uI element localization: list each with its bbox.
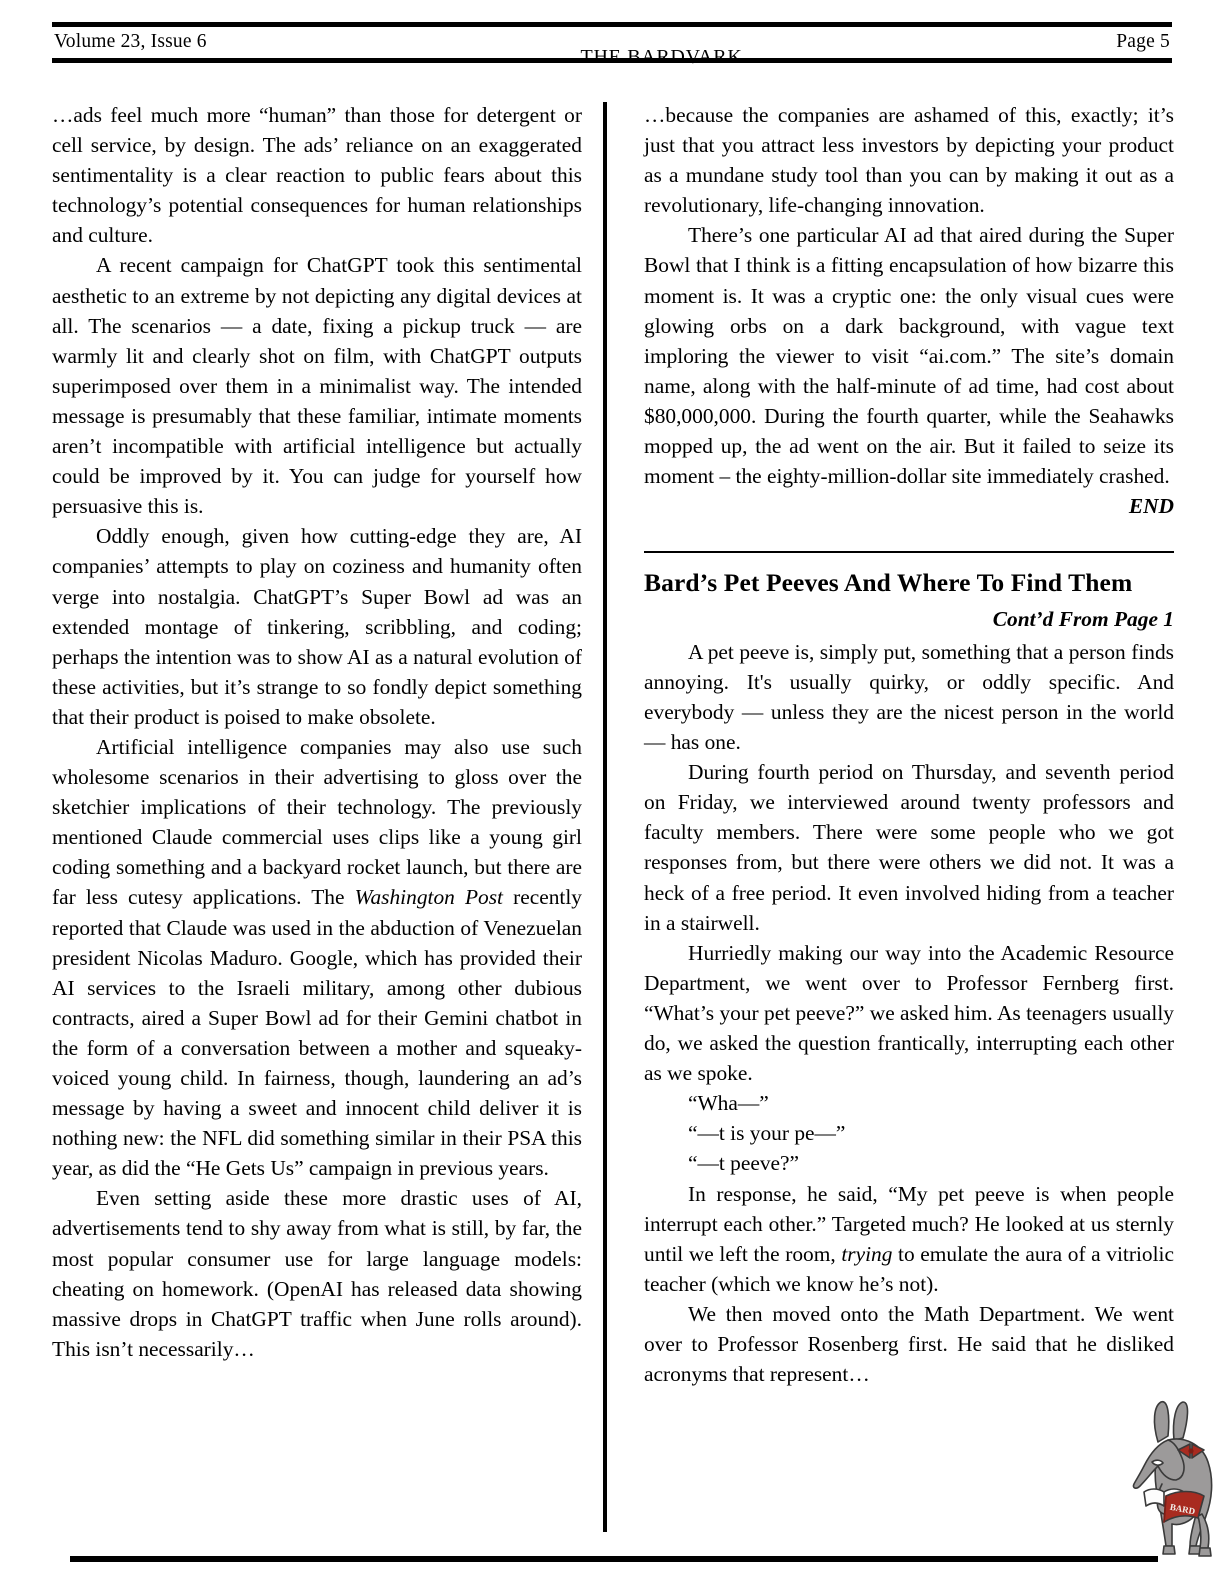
left-column	[52, 100, 582, 1364]
masthead-page-number: Page 5	[1116, 31, 1170, 52]
masthead-title: THE BARDVARK	[580, 46, 743, 68]
paragraph-text-part: recently reported that Claude was used in the abduction of Venezuelan president Nicolas Maduro. Google, which has provided their AI services to the Israeli military, among other dubious contracts, aired a Super Bowl ad for their Gemini chatbot in the form of a conversation between a mother and squeaky-voiced young child. In fairness, though, laundering an ad’s message by having a sweet and innocent child deliver it is nothing new: the NFL did something similar in their PSA this year, as did the “He Gets Us” campaign in previous years.	[52, 885, 582, 1181]
paragraph: Oddly enough, given how cutting-edge they are, AI companies’ attempts to play on coziness and humanity often verge into nostalgia. ChatGPT’s Super Bowl ad was an extended montage of tinkering, scribbling, and coding; perhaps the intention was to show AI as a natural evolution of these activities, but it’s strange to so fondly depict something that their product is poised to make obsolete.	[52, 524, 582, 729]
paragraph: Hurriedly making our way into the Academic Resource Department, we went over to Professor Fernberg first. “What’s your pet peeve?” we asked him. As teenagers usually do, we asked the question frantically, interrupting each other as we spoke.	[644, 940, 1174, 1086]
paragraph-with-italic	[644, 1179, 1174, 1299]
paragraph: During fourth period on Thursday, and seventh period on Friday, we interviewed around twenty professors and faculty members. There were some people who we got responses from, but there were others we did not. It was a heck of a free period. It even involved hiding from a teacher in a stairwell.	[644, 760, 1174, 935]
paragraph: …ads feel much more “human” than those for detergent or cell service, by design. The ads’ reliance on an exaggerated sentimentality is a clear reaction to public fears about this technology’s potential consequences for human relationships and culture.	[52, 103, 582, 248]
paragraph-with-italic	[52, 732, 582, 1183]
footer-rule	[70, 1556, 1158, 1562]
paragraph: Even setting aside these more drastic uses of AI, advertisements tend to shy away from what is still, by far, the most popular consumer use for large language models: cheating on homework. (OpenAI has released data showing massive drops in ChatGPT traffic when June rolls around). This isn’t necessarily…	[52, 1186, 582, 1361]
masthead-volume: Volume 23, Issue 6	[54, 31, 207, 52]
dialogue-line: “—t peeve?”	[688, 1151, 800, 1176]
aardvark-icon	[1128, 1396, 1224, 1568]
paragraph: A recent campaign for ChatGPT took this sentimental aesthetic to an extreme by not depicting any digital devices at all. The scenarios — a date, fixing a pickup truck — are warmly lit and clearly shot on film, with ChatGPT outputs superimposed over them in a minimalist way. The intended message is presumably that these familiar, intimate moments aren’t incompatible with artificial intelligence but actually could be improved by it. You can judge for yourself how persuasive this is.	[52, 253, 582, 519]
aardvark-mascot-illustration	[1128, 1396, 1224, 1568]
paragraph: There’s one particular AI ad that aired during the Super Bowl that I think is a fitting encapsulation of how bizarre this moment is. It was a cryptic one: the only visual cues were glowing orbs on a dark background, with vague text imploring the viewer to visit “ai.com.” The site’s domain name, along with the half-minute of ad time, had cost about $80,000,000. During the fourth quarter, while the Seahawks mopped up, the ad went on the air. But it failed to seize its moment – the eighty-million-dollar site immediately crashed.	[644, 223, 1174, 489]
dialogue-line: “Wha—”	[688, 1091, 769, 1116]
right-column	[644, 100, 1174, 1389]
continued-from-note: Cont’d From Page 1	[992, 606, 1174, 631]
article-separator-rule	[644, 551, 1174, 553]
masthead-bottom-rule	[52, 58, 1172, 63]
masthead	[52, 22, 1172, 68]
emphasis-italic: trying	[841, 1241, 893, 1266]
paragraph: We then moved onto the Math Department. We went over to Professor Rosenberg first. He said that he disliked acronyms that represent…	[644, 1301, 1174, 1387]
article-headline: Bard’s Pet Peeves And Where To Find Them	[644, 568, 1133, 598]
paragraph-text-part: to emulate the aura of a vitriolic teacher (which we know he’s not).	[644, 1241, 1174, 1296]
article-end-mark: END	[1128, 494, 1174, 519]
paragraph: …because the companies are ashamed of this, exactly; it’s just that you attract less investors by depicting your product as a mundane study tool than you can by making it out as a revolutionary, life-changing innovation.	[644, 103, 1174, 218]
paragraph-text-part: In response, he said, “My pet peeve is when people interrupt each other.” Targeted much? He looked at us sternly until we left the room,	[644, 1181, 1174, 1266]
dialogue-line: “—t is your pe—”	[688, 1121, 846, 1146]
publication-name-italic: Washington Post	[354, 885, 503, 910]
masthead-row	[52, 27, 1172, 68]
paragraph: A pet peeve is, simply put, something that a person finds annoying. It's usually quirky, or oddly specific. And everybody — unless they are the nicest person in the world — has one.	[644, 639, 1174, 755]
column-divider-rule	[603, 102, 607, 1532]
masthead-center-slot	[207, 46, 1117, 68]
paragraph-text-part: Artificial intelligence companies may also use such wholesome scenarios in their advertising to gloss over the sketchier implications of their technology. The previously mentioned Claude commercial uses clips like a young girl coding something and a backyard rocket launch, but there are far less cutesy applications. The	[52, 734, 582, 910]
article-header	[644, 551, 1174, 633]
article-columns	[52, 100, 1174, 1516]
mascot-book-text: BARD	[1169, 1501, 1197, 1517]
